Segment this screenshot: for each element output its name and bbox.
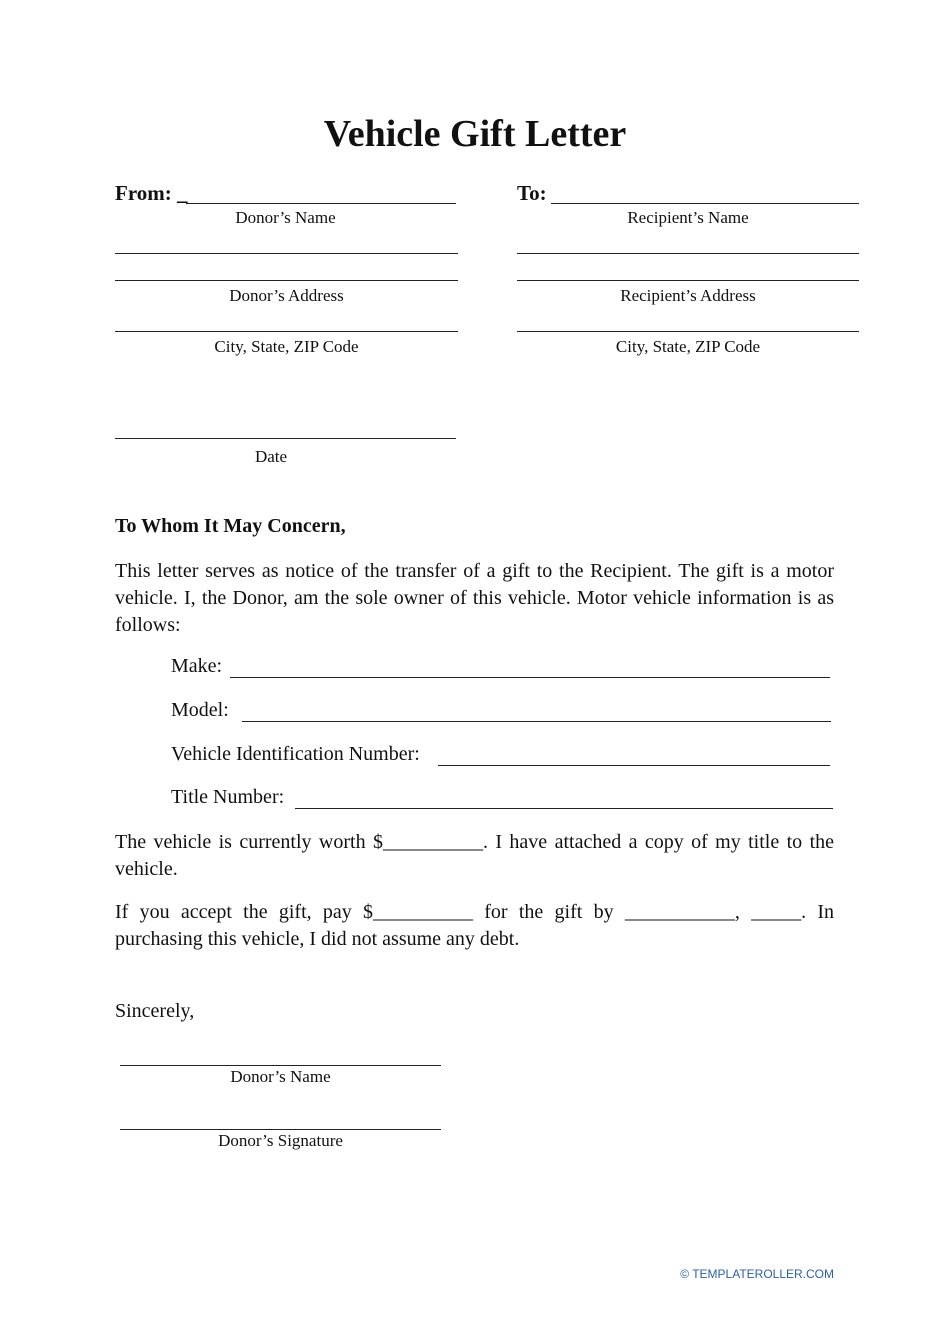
signature-caption: Donor’s Signature (218, 1131, 343, 1150)
donor-address-line-1[interactable] (115, 253, 458, 254)
recipient-name-caption: Recipient’s Name (627, 208, 749, 227)
document-title: Vehicle Gift Letter (323, 113, 627, 155)
signature-name-line[interactable] (120, 1065, 441, 1066)
from-label: From: _ (115, 181, 188, 205)
title-number-label: Title Number: (171, 786, 285, 808)
donor-city-caption: City, State, ZIP Code (214, 337, 359, 356)
recipient-city-line[interactable] (517, 331, 859, 332)
make-line[interactable] (230, 677, 830, 678)
closing: Sincerely, (115, 1000, 195, 1022)
title-number-line[interactable] (295, 808, 833, 809)
donor-address-caption: Donor’s Address (229, 286, 344, 305)
payment-paragraph: If you accept the gift, pay $__________ for the gift by ___________, _____. In purchasing this vehicle, I did not assume any debt. (115, 901, 834, 950)
date-caption: Date (254, 447, 288, 466)
intro-paragraph: This letter serves as notice of the transfer of a gift to the Recipient. The gift is a motor vehicle. I, the Donor, am the sole owner of this vehicle. Motor vehicle information is as follows: (115, 560, 834, 636)
date-line[interactable] (115, 438, 456, 439)
model-line[interactable] (242, 721, 831, 722)
signature-line[interactable] (120, 1129, 441, 1130)
recipient-address-line-2[interactable] (517, 280, 859, 281)
donor-address-line-2[interactable] (115, 280, 458, 281)
footer-watermark[interactable]: © TEMPLATEROLLER.COM (680, 1267, 834, 1281)
recipient-city-caption: City, State, ZIP Code (615, 337, 761, 356)
salutation: To Whom It May Concern, (115, 515, 346, 537)
donor-city-line[interactable] (115, 331, 458, 332)
make-label: Make: (171, 655, 223, 677)
donor-name-caption: Donor’s Name (235, 208, 336, 227)
recipient-address-line-1[interactable] (517, 253, 859, 254)
recipient-address-caption: Recipient’s Address (620, 286, 756, 305)
signature-name-caption: Donor’s Name (230, 1067, 331, 1086)
vin-label: Vehicle Identification Number: (171, 743, 420, 765)
donor-name-line[interactable] (186, 203, 456, 204)
model-label: Model: (171, 699, 229, 721)
recipient-name-line[interactable] (551, 203, 859, 204)
vin-line[interactable] (438, 765, 830, 766)
to-label: To: (517, 181, 547, 205)
worth-paragraph: The vehicle is currently worth $__________. I have attached a copy of my title to the vehicle. (115, 831, 834, 880)
